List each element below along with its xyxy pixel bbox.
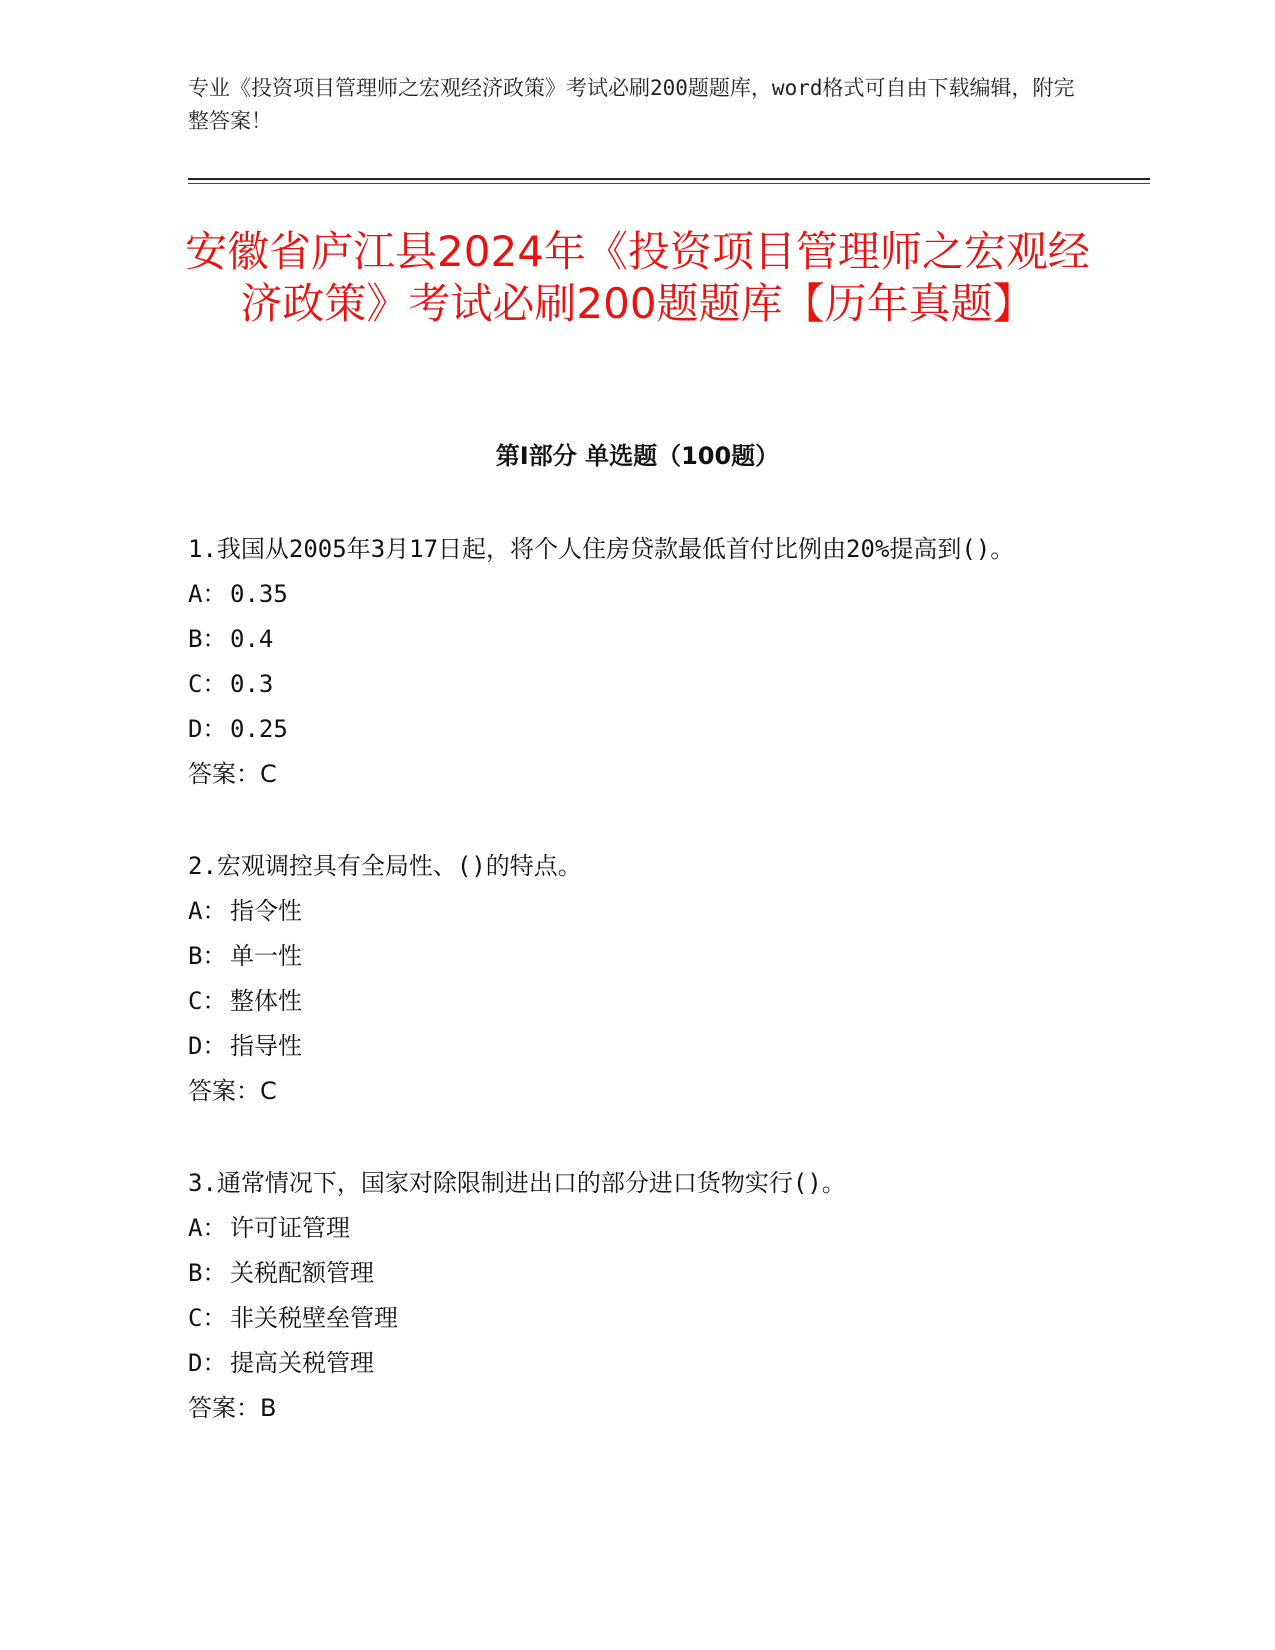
answer-line — [188, 752, 1088, 797]
answer-prefix: 答案： — [188, 1077, 260, 1105]
option-text: 整体性 — [230, 987, 302, 1015]
document-title: 安徽省庐江县2024年《投资项目管理师之宏观经济政策》考试必刷200题题库【历年真题】 — [185, 227, 1090, 328]
option-letter: C： — [188, 1304, 227, 1332]
option-letter: B： — [188, 1259, 227, 1287]
option-d — [188, 707, 1088, 752]
header-rule-thick — [188, 178, 1150, 180]
option-letter: A： — [188, 1214, 227, 1242]
option-letter: C： — [188, 670, 227, 698]
option-text: 非关税壁垒管理 — [230, 1304, 398, 1332]
option-text: 指令性 — [230, 897, 302, 925]
option-text: 提高关税管理 — [230, 1349, 374, 1377]
option-a — [188, 889, 1088, 934]
option-text: 关税配额管理 — [230, 1259, 374, 1287]
option-text: 0.4 — [230, 625, 274, 653]
option-letter: B： — [188, 942, 227, 970]
answer-value: B — [260, 1394, 277, 1422]
question-1 — [188, 527, 1088, 797]
question-stem: 3.通常情况下，国家对除限制进出口的部分进口货物实行()。 — [188, 1169, 846, 1197]
answer-value: C — [260, 1077, 277, 1105]
header-rule-thin — [188, 183, 1150, 184]
section-title: 第I部分 单选题（100题） — [495, 442, 780, 470]
answer-value: C — [260, 760, 277, 788]
option-letter: A： — [188, 580, 227, 608]
option-a — [188, 572, 1088, 617]
option-letter: B： — [188, 625, 227, 653]
option-letter: D： — [188, 1032, 227, 1060]
answer-prefix: 答案： — [188, 760, 260, 788]
option-letter: D： — [188, 1349, 227, 1377]
question-2 — [188, 844, 1088, 1114]
option-d — [188, 1341, 1088, 1386]
option-letter: A： — [188, 897, 227, 925]
option-a — [188, 1206, 1088, 1251]
option-b — [188, 617, 1088, 662]
question-list — [188, 527, 1088, 1478]
question-3 — [188, 1161, 1088, 1431]
answer-prefix: 答案： — [188, 1394, 260, 1422]
option-letter: C： — [188, 987, 227, 1015]
option-text: 许可证管理 — [230, 1214, 350, 1242]
option-d — [188, 1024, 1088, 1069]
option-letter: D： — [188, 715, 227, 743]
question-stem: 1.我国从2005年3月17日起，将个人住房贷款最低首付比例由20%提高到()。 — [188, 535, 1015, 563]
option-b — [188, 1251, 1088, 1296]
option-c — [188, 1296, 1088, 1341]
header-note: 专业《投资项目管理师之宏观经济政策》考试必刷200题题库，word格式可自由下载编辑，附完整答案！ — [188, 76, 1075, 133]
option-b — [188, 934, 1088, 979]
option-text: 0.35 — [230, 580, 288, 608]
question-stem: 2.宏观调控具有全局性、()的特点。 — [188, 852, 582, 880]
option-text: 0.25 — [230, 715, 288, 743]
option-c — [188, 979, 1088, 1024]
option-text: 单一性 — [230, 942, 302, 970]
option-text: 指导性 — [230, 1032, 302, 1060]
option-c — [188, 662, 1088, 707]
answer-line — [188, 1069, 1088, 1114]
option-text: 0.3 — [230, 670, 274, 698]
answer-line — [188, 1386, 1088, 1431]
